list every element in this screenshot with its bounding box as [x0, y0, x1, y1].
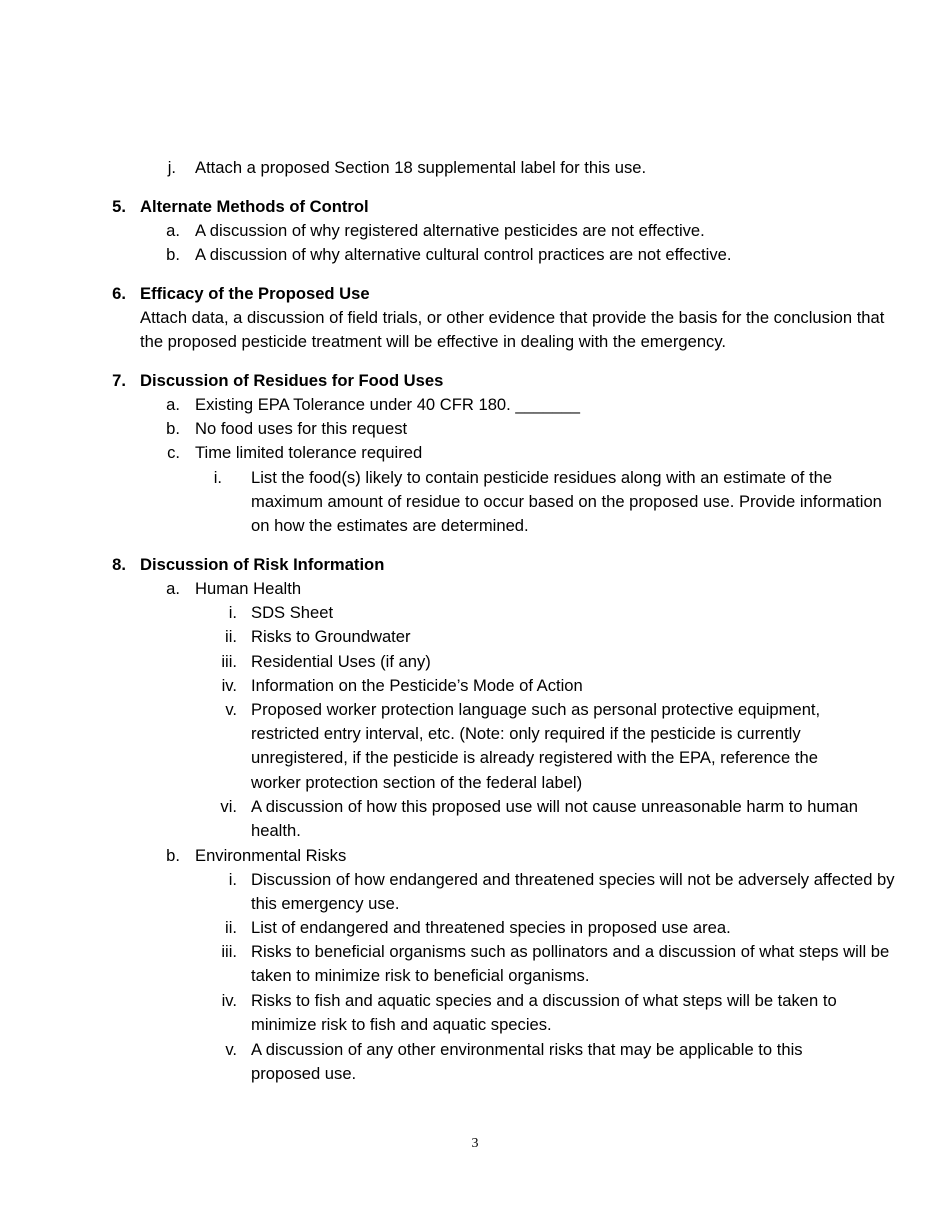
- list-text: Information on the Pesticide’s Mode of Action: [251, 676, 583, 695]
- list-text: Risks to Groundwater: [251, 627, 411, 646]
- section-title: Efficacy of the Proposed Use: [140, 284, 370, 303]
- list-text: List of endangered and threatened species in proposed use area.: [251, 918, 731, 937]
- list-marker: c.: [167, 443, 180, 462]
- list-marker: b.: [166, 846, 180, 865]
- section-number: 7.: [112, 371, 126, 390]
- list-text: Residential Uses (if any): [251, 652, 431, 671]
- list-marker: a.: [166, 395, 180, 414]
- section-number: 8.: [112, 555, 126, 574]
- list-text: List the food(s) likely to contain pesticide residues along with an estimate of the maximum amount of residue to occur based on the proposed use. Provide information on how the estimates are determined.: [251, 468, 882, 536]
- page-number: 3: [471, 1136, 479, 1151]
- list-text: A discussion of how this proposed use will not cause unreasonable harm to human health.: [251, 797, 858, 841]
- list-marker: b.: [166, 419, 180, 438]
- section-title: Discussion of Residues for Food Uses: [140, 371, 444, 390]
- list-text: A discussion of why registered alternative pesticides are not effective.: [195, 221, 705, 240]
- list-text: Discussion of how endangered and threatened species will not be adversely affected by this emergency use.: [251, 870, 895, 914]
- list-marker: i.: [213, 468, 222, 487]
- list-marker: j.: [167, 158, 176, 177]
- list-marker: ii.: [225, 918, 237, 937]
- section-title: Discussion of Risk Information: [140, 555, 385, 574]
- list-text: No food uses for this request: [195, 419, 408, 438]
- list-marker: vi.: [220, 797, 237, 816]
- section-number: 6.: [112, 284, 126, 303]
- list-text: Attach a proposed Section 18 supplemental label for this use.: [195, 158, 647, 177]
- list-text: Human Health: [195, 579, 302, 598]
- list-marker: iii.: [221, 652, 237, 671]
- list-text: Environmental Risks: [195, 846, 347, 865]
- section-number: 5.: [112, 197, 126, 216]
- list-text: SDS Sheet: [251, 603, 334, 622]
- list-text: A discussion of any other environmental risks that may be applicable to this proposed use.: [251, 1040, 803, 1084]
- section-title: Alternate Methods of Control: [140, 197, 369, 216]
- list-marker: a.: [166, 221, 180, 240]
- list-marker: v.: [225, 1040, 237, 1059]
- list-marker: iv.: [221, 991, 237, 1010]
- list-marker: i.: [228, 870, 237, 889]
- list-marker: b.: [166, 245, 180, 264]
- list-marker: iv.: [221, 676, 237, 695]
- list-text: Existing EPA Tolerance under 40 CFR 180. _______: [195, 395, 580, 414]
- list-text: Time limited tolerance required: [195, 443, 423, 462]
- list-text: Risks to fish and aquatic species and a discussion of what steps will be taken to minimize risk to fish and aquatic species.: [251, 991, 837, 1035]
- list-marker: v.: [225, 700, 237, 719]
- list-text: Proposed worker protection language such as personal protective equipment, restricted entry interval, etc. (Note: only required if the pesticide is currently unregistered, if the pesticide is already registered with the EPA, reference the worker protection section of the federal label): [251, 700, 821, 792]
- list-marker: iii.: [221, 942, 237, 961]
- list-marker: a.: [166, 579, 180, 598]
- list-text: A discussion of why alternative cultural control practices are not effective.: [195, 245, 732, 264]
- list-marker: ii.: [225, 627, 237, 646]
- paragraph: Attach data, a discussion of field trials, or other evidence that provide the basis for the conclusion that the proposed pesticide treatment will be effective in dealing with the emergency.: [140, 308, 885, 352]
- list-text: Risks to beneficial organisms such as pollinators and a discussion of what steps will be taken to minimize risk to beneficial organisms.: [251, 942, 890, 986]
- list-marker: i.: [228, 603, 237, 622]
